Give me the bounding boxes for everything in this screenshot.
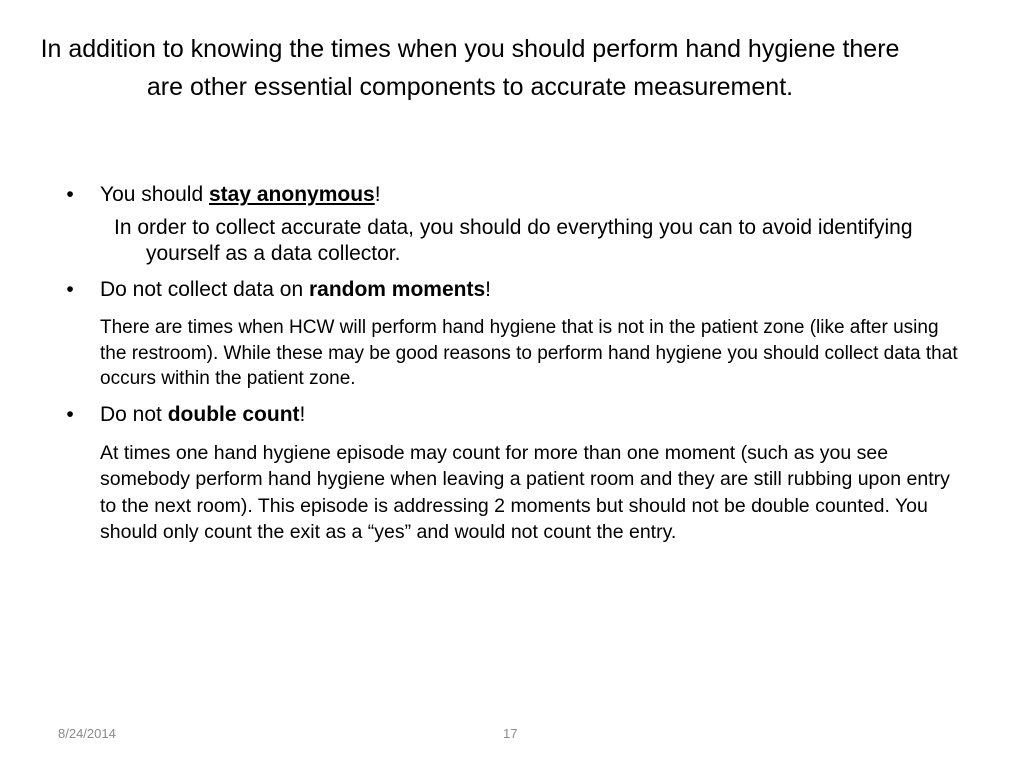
bullet-marker: • xyxy=(66,183,74,206)
bullet-detail-double-count: At times one hand hygiene episode may count for more than one moment (such as you see somebody perform hand hygiene when leaving a patient room and they are still rubbing upon entry to the next room). This episode is addressing 2 moments but should not be double counted. You should only count the exit as a “yes” and would not count the entry. xyxy=(100,441,950,543)
bullet-prefix: Do not collect data on xyxy=(100,278,309,301)
slide-title: In addition to knowing the times when you should perform hand hygiene there are other essential components to accurate measurement. xyxy=(40,35,900,101)
bullet-detail-stay-anonymous: In order to collect accurate data, you should do everything you can to avoid identifying yourself as a data collector. xyxy=(114,216,913,265)
bullet-emphasis: random moments xyxy=(308,278,486,301)
bullet-prefix: Do not xyxy=(100,402,168,426)
slide-content xyxy=(60,180,970,546)
bullet-stay-anonymous xyxy=(60,180,970,210)
bullet-marker: • xyxy=(66,402,74,426)
bullet-random-moments xyxy=(60,275,970,305)
bullet-suffix: ! xyxy=(374,183,381,206)
bullet-marker: • xyxy=(66,278,74,301)
bullet-suffix: ! xyxy=(299,402,306,426)
bullet-detail-random-moments: There are times when HCW will perform hand hygiene that is not in the patient zone (like after using the restroom). While these may be good reasons to perform hand hygiene you should collect data that occurs within the patient zone. xyxy=(100,317,958,389)
footer-date: 8/24/2014 xyxy=(58,726,116,741)
bullet-emphasis: double count xyxy=(167,402,300,426)
bullet-suffix: ! xyxy=(485,278,492,301)
bullet-emphasis: stay anonymous xyxy=(209,183,375,206)
bullet-prefix: You should xyxy=(100,183,209,206)
footer-page-number: 17 xyxy=(503,726,518,741)
bullet-double-count xyxy=(60,400,970,430)
